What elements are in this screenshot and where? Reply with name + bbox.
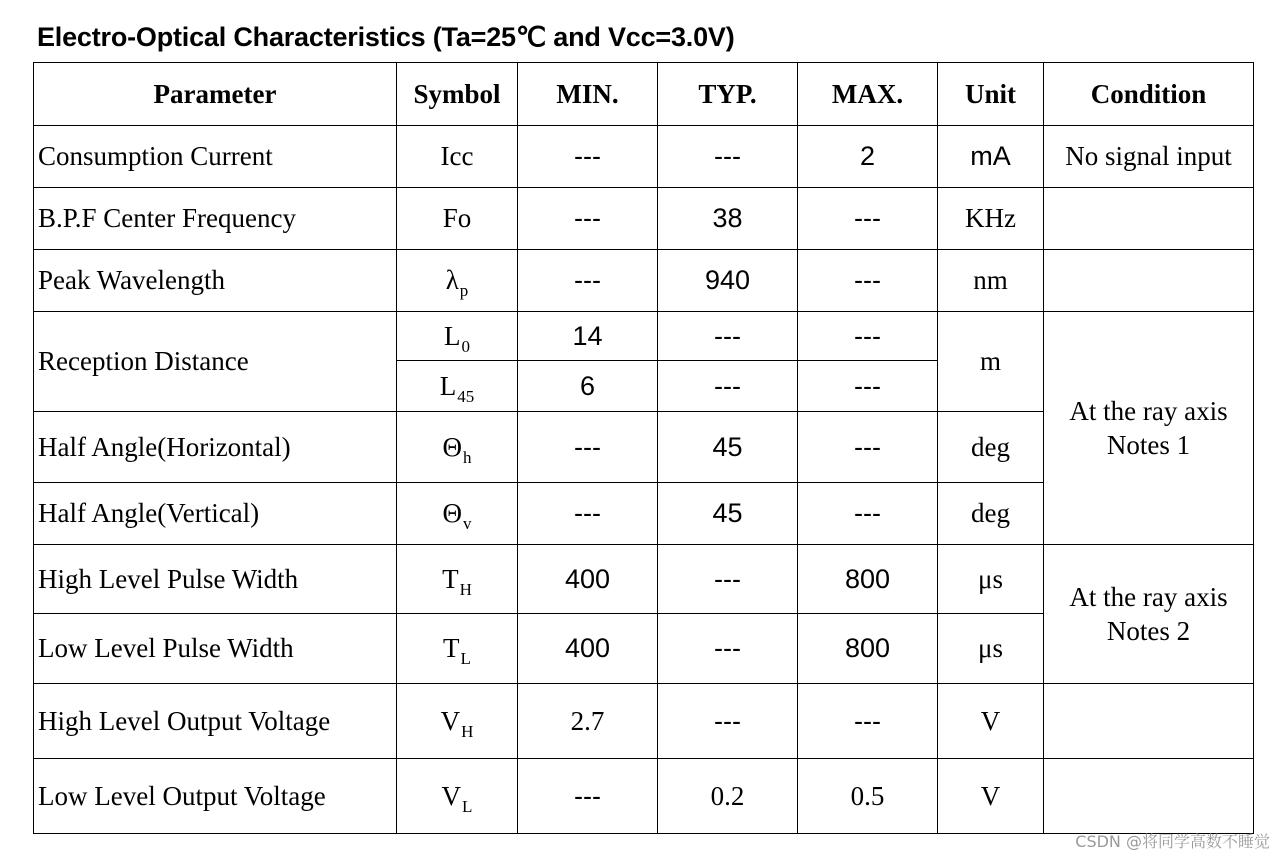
min-cell: --- (518, 188, 658, 250)
parameter-cell: Reception Distance (34, 312, 397, 412)
symbol-main: λ (445, 265, 459, 295)
parameter-cell: Half Angle(Vertical) (34, 483, 397, 545)
min-cell: --- (518, 483, 658, 545)
symbol-main: Θ (442, 498, 462, 528)
min-cell: --- (518, 412, 658, 483)
unit-cell: V (938, 759, 1044, 834)
unit-cell: nm (938, 250, 1044, 312)
symbol-cell (397, 312, 518, 361)
symbol-cell: Fo (397, 188, 518, 250)
table-row (34, 188, 1254, 250)
parameter-cell: Low Level Pulse Width (34, 614, 397, 684)
min-cell: 400 (518, 545, 658, 614)
table-row (34, 126, 1254, 188)
symbol-cell (397, 759, 518, 834)
max-cell: 0.5 (798, 759, 938, 834)
max-cell: 800 (798, 545, 938, 614)
symbol-main: V (441, 780, 462, 811)
typ-cell: --- (658, 614, 798, 684)
condition-cell (1044, 545, 1254, 684)
symbol-cell (397, 684, 518, 759)
condition-cell (1044, 759, 1254, 834)
condition-cell (1044, 250, 1254, 312)
condition-cell: No signal input (1044, 126, 1254, 188)
symbol-cell (397, 250, 518, 312)
symbol-main: T (442, 563, 459, 594)
header-unit: Unit (938, 63, 1044, 126)
condition-cell (1044, 684, 1254, 759)
symbol-subscript: p (459, 281, 469, 300)
unit-cell: deg (938, 412, 1044, 483)
min-cell: --- (518, 759, 658, 834)
unit-cell: KHz (938, 188, 1044, 250)
typ-cell: --- (658, 126, 798, 188)
symbol-main: V (440, 705, 461, 736)
max-cell: --- (798, 312, 938, 361)
min-cell: 400 (518, 614, 658, 684)
unit-cell: μs (938, 545, 1044, 614)
max-cell: --- (798, 684, 938, 759)
header-min: MIN. (518, 63, 658, 126)
symbol-subscript: 45 (457, 386, 475, 406)
symbol-subscript: h (463, 447, 472, 467)
unit-cell: mA (938, 126, 1044, 188)
condition-line: Notes 1 (1106, 430, 1191, 460)
typ-cell: 38 (658, 188, 798, 250)
min-cell: 14 (518, 312, 658, 361)
symbol-subscript: H (461, 721, 474, 741)
condition-cell (1044, 188, 1254, 250)
header-symbol: Symbol (397, 63, 518, 126)
parameter-cell: Consumption Current (34, 126, 397, 188)
typ-cell: --- (658, 361, 798, 412)
symbol-main: T (443, 633, 460, 663)
symbol-subscript: H (459, 579, 472, 599)
symbol-cell (397, 483, 518, 545)
table-row (34, 545, 1254, 614)
unit-cell: μs (938, 614, 1044, 684)
typ-cell: 45 (658, 412, 798, 483)
max-cell: --- (798, 361, 938, 412)
min-cell: --- (518, 126, 658, 188)
header-max: MAX. (798, 63, 938, 126)
header-row (34, 63, 1254, 126)
typ-cell: 940 (658, 250, 798, 312)
unit-cell: m (938, 312, 1044, 412)
symbol-subscript: L (462, 796, 473, 816)
typ-cell: --- (658, 545, 798, 614)
symbol-cell (397, 361, 518, 412)
min-cell: --- (518, 250, 658, 312)
symbol-subscript: L (460, 649, 471, 668)
symbol-cell (397, 545, 518, 614)
symbol-main: Θ (442, 431, 462, 462)
parameter-cell: B.P.F Center Frequency (34, 188, 397, 250)
header-condition: Condition (1044, 63, 1254, 126)
parameter-cell: High Level Pulse Width (34, 545, 397, 614)
unit-cell: V (938, 684, 1044, 759)
condition-cell (1044, 312, 1254, 545)
header-typ: TYP. (658, 63, 798, 126)
max-cell: --- (798, 250, 938, 312)
max-cell: --- (798, 412, 938, 483)
table-row (34, 312, 1254, 361)
page-title: Electro-Optical Characteristics (Ta=25℃ and Vcc=3.0V) (37, 22, 735, 52)
parameter-cell: Low Level Output Voltage (34, 759, 397, 834)
parameter-cell: Peak Wavelength (34, 250, 397, 312)
condition-line: Notes 2 (1106, 616, 1191, 646)
parameter-cell: High Level Output Voltage (34, 684, 397, 759)
typ-cell: --- (658, 684, 798, 759)
symbol-subscript: 0 (461, 336, 470, 356)
symbol-cell (397, 412, 518, 483)
header-parameter: Parameter (34, 63, 397, 126)
table-row (34, 250, 1254, 312)
min-cell: 6 (518, 361, 658, 412)
electro-optical-table (33, 62, 1254, 834)
max-cell: --- (798, 483, 938, 545)
table-row (34, 759, 1254, 834)
min-cell: 2.7 (518, 684, 658, 759)
table-row (34, 684, 1254, 759)
symbol-cell: Icc (397, 126, 518, 188)
typ-cell: 45 (658, 483, 798, 545)
watermark: CSDN @将同学高数不睡觉 (1075, 832, 1270, 851)
symbol-main: L (439, 370, 457, 401)
symbol-cell (397, 614, 518, 684)
max-cell: 2 (798, 126, 938, 188)
max-cell: --- (798, 188, 938, 250)
condition-line: At the ray axis (1069, 396, 1228, 426)
condition-line: At the ray axis (1069, 582, 1228, 612)
max-cell: 800 (798, 614, 938, 684)
parameter-cell: Half Angle(Horizontal) (34, 412, 397, 483)
typ-cell: 0.2 (658, 759, 798, 834)
unit-cell: deg (938, 483, 1044, 545)
typ-cell: --- (658, 312, 798, 361)
symbol-main: L (444, 320, 461, 351)
symbol-subscript: v (463, 514, 472, 533)
